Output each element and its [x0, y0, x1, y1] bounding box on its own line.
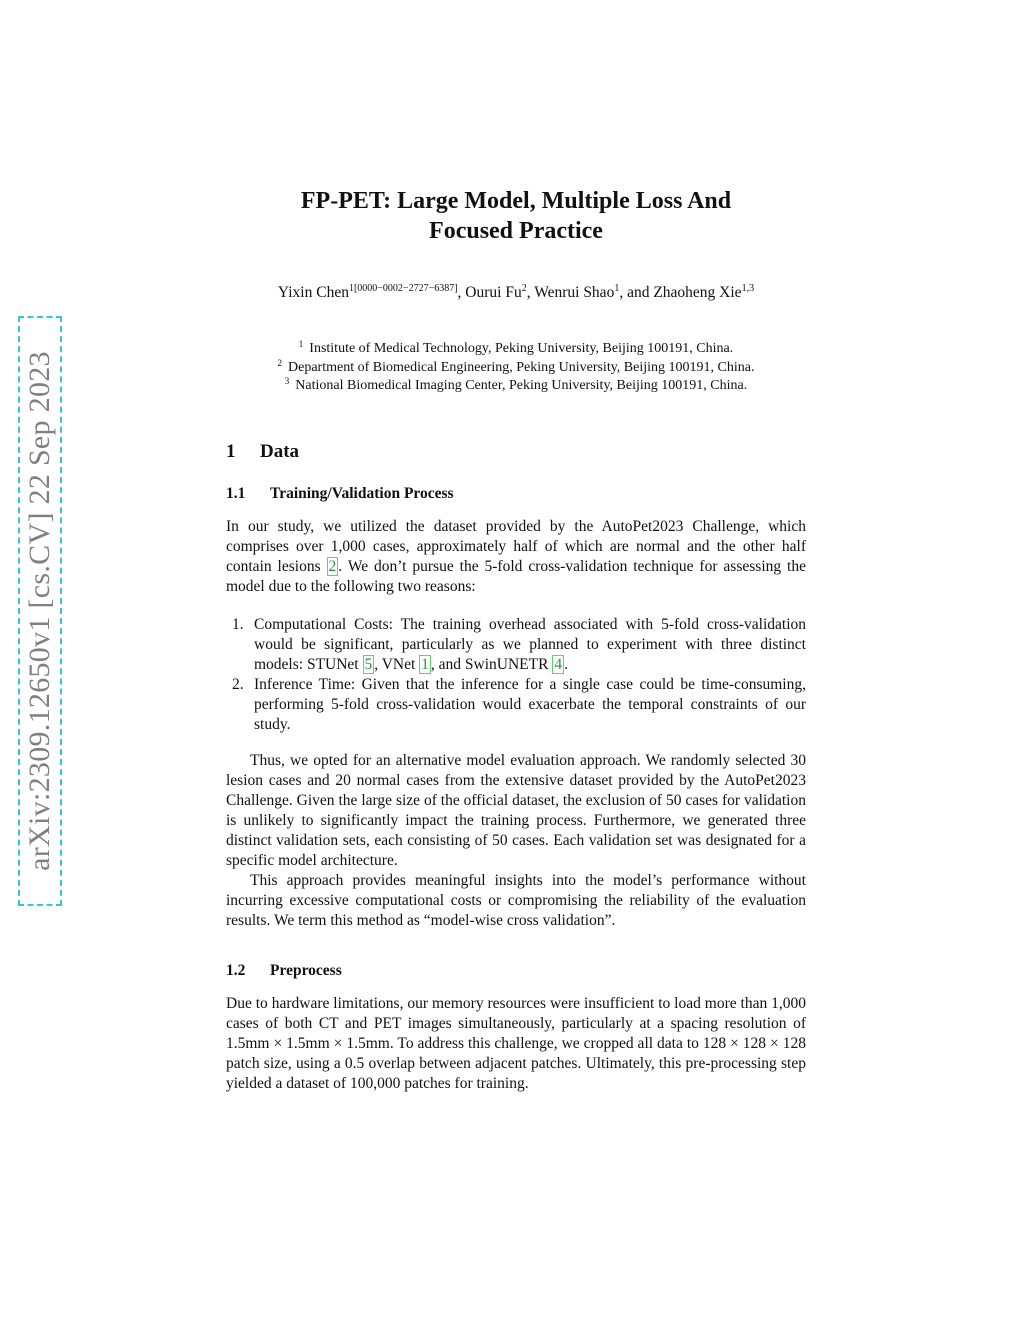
- affiliation-2-sup: 2: [277, 357, 283, 368]
- p1-text-a: In our study, we utilized the dataset provided by the AutoPet2023 Challenge, which comprises over 1,000 cases, approximately half of which are normal and the other half contain lesions: [226, 518, 806, 575]
- section-title: Data: [260, 441, 300, 462]
- paper-title: [226, 186, 806, 246]
- author-2-sup: 2: [521, 283, 527, 294]
- subsection-title: Training/Validation Process: [270, 485, 454, 502]
- list-item-text-d: .: [564, 656, 568, 673]
- subsection-heading-training: [226, 485, 454, 503]
- author-1-sup: 1[0000−0002−2727−6387]: [348, 283, 458, 294]
- arxiv-sidebar-stamp: [18, 316, 62, 906]
- title-line-2: Focused Practice: [429, 218, 603, 244]
- citation-link[interactable]: 2: [328, 558, 337, 575]
- subsection-number: 1.2: [226, 962, 246, 979]
- affiliation-2-text: Department of Biomedical Engineering, Peking University, Beijing 100191, China.: [288, 359, 755, 375]
- affiliation-list: [226, 340, 806, 396]
- paragraph-preprocess: Due to hardware limitations, our memory resources were insufficient to load more than 1,000 cases of both CT and PET images simultaneously, particularly at a spacing resolution of 1.5mm × 1.5mm × 1.5mm. To address this challenge, we cropped all data to 128 × 128 × 128 patch size, using a 0.5 overlap between adjacent patches. Ultimately, this pre-processing step yielded a dataset of 100,000 patches for training.: [226, 995, 806, 1092]
- list-item-text-b: , VNet: [374, 656, 420, 673]
- affiliation-1-sup: 1: [298, 339, 304, 349]
- subsection-number: 1.1: [226, 485, 246, 502]
- affiliation-3-sup: 3: [284, 376, 290, 386]
- paragraph-dataset: [226, 517, 806, 597]
- author-list: Yixin Chen$^{1[0000-0002-2727-6387]}$, Ourui Fu$^2$, Wenrui Shao$^1$, and Zhaoheng Xie$^{1,3}$: [277, 283, 755, 301]
- list-item-text-c: , and SwinUNETR: [430, 656, 553, 673]
- affiliation-1: [226, 340, 806, 359]
- paragraph-insights: This approach provides meaningful insights into the model’s performance without incurring excessive computational costs or compromising the reliability of the evaluation results. We term this method as “model-wise cross validation”.: [226, 872, 806, 929]
- list-item: [226, 675, 806, 735]
- author-1-name: Yixin Chen: [277, 284, 349, 301]
- section-number: 1: [226, 441, 236, 462]
- reasons-list: [226, 615, 806, 735]
- list-item-number: 1.: [232, 616, 244, 633]
- paragraph-evaluation: Thus, we opted for an alternative model evaluation approach. We randomly selected 30 lesion cases and 20 normal cases from the extensive dataset provided by the AutoPet2023 Challenge. Given the large size of the official dataset, the exclusion of 50 cases for validation is unlikely to significantly impact the training process. Furthermore, we generated three distinct validation sets, each consisting of 50 cases. Each validation set was designated for a specific model architecture.: [226, 752, 806, 869]
- author-3-name: Wenrui Shao: [534, 284, 615, 301]
- title-line-1: FP-PET: Large Model, Multiple Loss And: [300, 188, 732, 214]
- author-4-name: and Zhaoheng Xie: [627, 284, 742, 301]
- citation-link[interactable]: 1: [421, 656, 429, 673]
- citation-link[interactable]: 4: [554, 656, 563, 673]
- citation-link[interactable]: 5: [364, 656, 373, 673]
- arxiv-stamp-text: arXiv:2309.12650v1 [cs.CV] 22 Sep 2023: [23, 351, 56, 871]
- list-item: [226, 615, 806, 675]
- affiliation-1-text: Institute of Medical Technology, Peking University, Beijing 100191, China.: [309, 341, 734, 356]
- affiliation-2: [226, 359, 806, 378]
- author-2-name: Ourui Fu: [465, 284, 522, 301]
- author-4-sup: 1,3: [741, 283, 755, 294]
- affiliation-3: [226, 377, 806, 396]
- list-item-text: Inference Time: Given that the inference for a single case could be time-consuming, performing 5-fold cross-validation would exacerbate the temporal constraints of our study.: [254, 676, 806, 733]
- author-3-sup: 1: [614, 283, 620, 294]
- subsection-heading-preprocess: [226, 962, 342, 980]
- list-item-text-a: Computational Costs: The training overhead associated with 5-fold cross-validation would be significant, particularly as we planned to experiment with three distinct models: STUNet: [254, 616, 806, 673]
- section-heading-data: [226, 441, 299, 463]
- subsection-title: Preprocess: [270, 962, 342, 979]
- p1-text-b: . We don’t pursue the 5-fold cross-validation technique for assessing the model due to the following two reasons:: [226, 558, 806, 595]
- list-item-number: 2.: [232, 676, 244, 693]
- affiliation-3-text: National Biomedical Imaging Center, Peking University, Beijing 100191, China.: [295, 378, 748, 393]
